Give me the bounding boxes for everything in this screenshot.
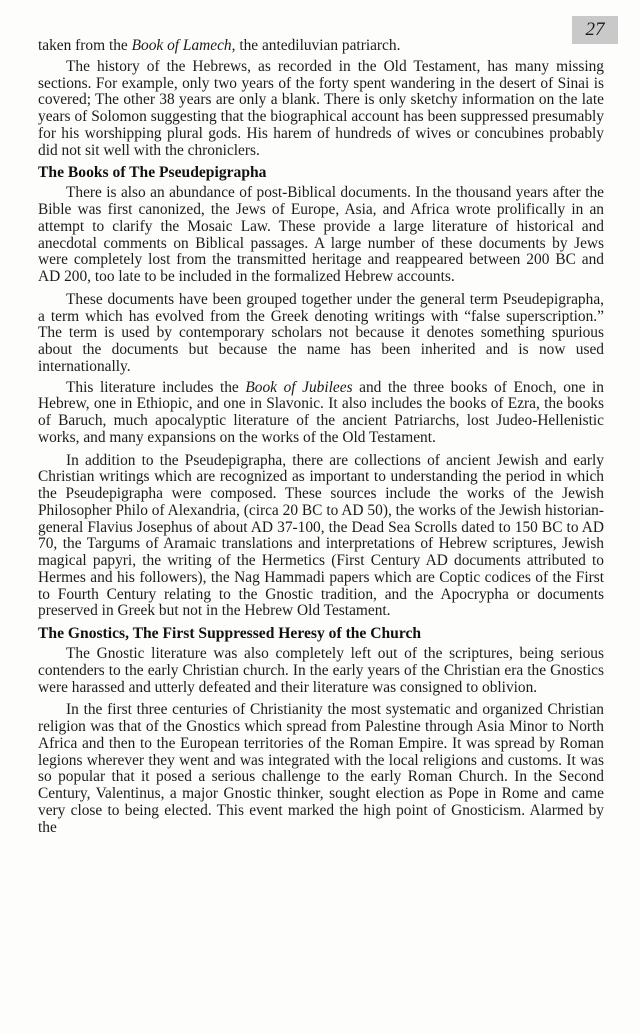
paragraph-gnostic-literature: The Gnostic literature was also completely left out of the scriptures, being serious contenders to the early Christian church. In the early years of the Christian era the Gnostics were harassed and utterly defeated and their literature was consigned to oblivion. <box>38 645 604 696</box>
paragraph-text: and the three books of Enoch, one in Hebrew, one in Ethiopic, and one in Slavonic. It also includes the books of Ezra, the books of Baruch, much apocalyptic literature of the ancient Patriarchs, lost Judeo-Hellenistic works, and many expansions on the works of the Old Testament. <box>38 378 605 446</box>
paragraph-text: the antediluvian patriarch. <box>235 37 401 54</box>
page-number: 27 <box>572 16 618 44</box>
page-body <box>38 38 604 840</box>
paragraph-text: taken from the <box>38 37 132 54</box>
book-title-lamech: Book of Lamech, <box>131 37 236 54</box>
paragraph-pseudepigrapha-term: These documents have been grouped together under the general term Pseudepigrapha, a term which has evolved from the Greek denoting writings with “false superscription.” The term is used by contemporary scholars not because it denotes something spurious about the documents but because the name has been inherited and is now used internationally. <box>38 290 604 375</box>
section-heading-pseudepigrapha: The Books of The Pseudepigrapha <box>38 164 267 182</box>
book-title-jubilees: Book of Jubilees <box>245 378 353 396</box>
paragraph-literature-includes <box>38 380 604 447</box>
paragraph-continuation <box>38 38 604 55</box>
section-heading-gnostics: The Gnostics, The First Suppressed Heresy of the Church <box>38 625 422 642</box>
paragraph-post-biblical: There is also an abundance of post-Biblical documents. In the thousand years after the Bible was first canonized, the Jews of Europe, Asia, and Africa wrote prolifically in an attempt to clarify the Mosaic Law. These provide a large literature of historical and anecdotal comments on Biblical passages. A large number of these documents by Jews were completely lost from the transmitted heritage and reappeared between 200 BC and AD 200, too late to be included in the formalized Hebrew accounts. <box>38 184 604 285</box>
paragraph-text: This literature includes the <box>66 378 246 396</box>
paragraph-hebrews-history: The history of the Hebrews, as recorded in the Old Testament, has many missing sections. For example, only two years of the forty spent wandering in the desert of Sinai is covered; The other 38 years are only a blank. There is only sketchy information on the late years of Solomon suggesting that the biographical account has been suppressed presumably for his worshipping plural gods. His harem of hundreds of wives or concubines probably did not sit well with the chroniclers. <box>38 57 604 159</box>
paragraph-gnostic-history: In the first three centuries of Christianity the most systematic and organized Christian religion was that of the Gnostics which spread from Palestine through Asia Minor to North Africa and then to the European territories of the Roman Empire. It was spread by Roman legions wherever they went and was integrated with the local religions and customs. It was so popular that it posed a serious challenge to the early Roman Church. In the Second Century, Valentinus, a major Gnostic thinker, sought election as Pope in Rome and came very close to being elected. This event marked the high point of Gnosticism. Alarmed by the <box>38 701 604 836</box>
paragraph-collections: In addition to the Pseudepigrapha, there are collections of ancient Jewish and early Christian writings which are recognized as important to understanding the period in which the Pseudepigrapha were composed. These sources include the works of the Jewish Philosopher Philo of Alexandria, (circa 20 BC to AD 50), the works of the Jewish historian-general Flavius Josephus of about AD 37-100, the Dead Sea Scrolls dated to 150 BC to AD 70, the Targums of Aramaic translations and interpretations of Hebrew scriptures, Jewish magical papyri, the writing of the Hermetics (First Century AD documents attributed to Hermes and his followers), the Nag Hammadi papers which are Coptic codices of the First to Fourth Century relating to the Gnostic tradition, and the Apocrypha or documents preserved in Greek but not in the Hebrew Old Testament. <box>38 451 604 620</box>
